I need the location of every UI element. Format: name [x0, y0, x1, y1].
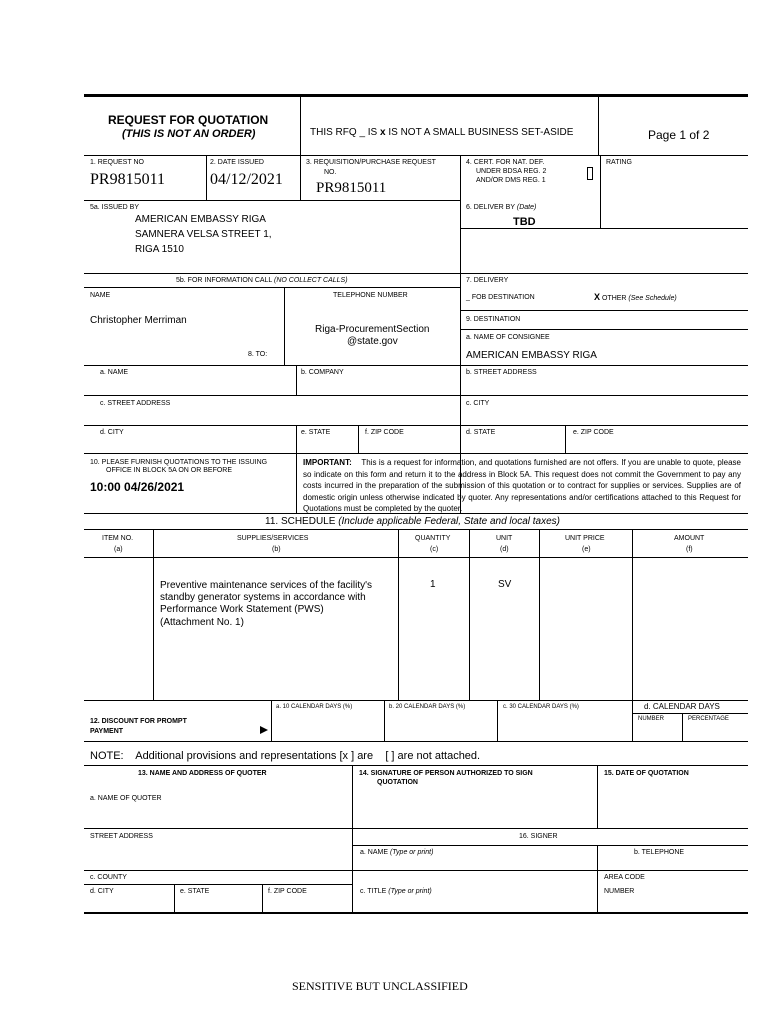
area-code-label: AREA CODE [604, 874, 645, 881]
dest-state-label: d. STATE [466, 429, 496, 436]
delivery-other-text: OTHER [601, 295, 627, 302]
dest-zip-label: e. ZIP CODE [573, 429, 614, 436]
rule [597, 845, 598, 912]
quotation-due-label-1: 10. PLEASE FURNISH QUOTATIONS TO THE ISSUING [90, 459, 268, 466]
rule [84, 453, 748, 454]
rule [296, 365, 297, 395]
form-title: REQUEST FOR QUOTATION [108, 113, 269, 127]
rule [460, 228, 748, 229]
rule [352, 765, 353, 912]
col-unit-sub: (d) [500, 546, 509, 553]
rule [296, 453, 297, 513]
rule [460, 310, 748, 311]
request-no-label: 1. REQUEST NO [90, 159, 144, 166]
telephone-label: TELEPHONE NUMBER [333, 292, 408, 299]
rule [84, 765, 748, 766]
signer-title-text: c. TITLE [360, 888, 387, 895]
quoter-name-label: a. NAME OF QUOTER [90, 795, 162, 802]
rule [358, 425, 359, 453]
col-quantity: QUANTITY [415, 535, 451, 542]
rfq-line-a: THIS RFQ _ IS [310, 127, 378, 138]
important-label: IMPORTANT: [303, 458, 352, 467]
rfq-line-b: IS NOT A SMALL BUSINESS SET-ASIDE [388, 127, 574, 138]
cert-label-3: AND/OR DMS REG. 1 [476, 177, 546, 184]
signer-telephone-label: b. TELEPHONE [634, 849, 685, 856]
to-city-label: d. CITY [100, 429, 124, 436]
contact-name: Christopher Merriman [90, 315, 187, 326]
rule [284, 288, 285, 365]
issued-by-line2: SAMNERA VELSA STREET 1, [135, 229, 272, 240]
deliver-by-label [466, 204, 536, 211]
consignee-name: AMERICAN EMBASSY RIGA [466, 350, 597, 361]
rule [398, 529, 399, 700]
rule [84, 700, 748, 701]
discount-d: d. CALENDAR DAYS [644, 702, 720, 711]
schedule-title [265, 517, 560, 527]
rule [84, 557, 748, 558]
rule [84, 425, 748, 426]
quoter-label: 13. NAME AND ADDRESS OF QUOTER [138, 770, 267, 777]
info-call-label-text: 5b. FOR INFORMATION CALL [176, 277, 273, 284]
rule [84, 365, 748, 366]
deliver-by-label-italic: (Date) [516, 204, 537, 211]
item-attachment: (Attachment No. 1) [160, 617, 244, 628]
to-company-label: b. COMPANY [301, 369, 344, 376]
contact-name-label: NAME [90, 292, 111, 299]
rule [84, 741, 748, 742]
to-street-label: c. STREET ADDRESS [100, 400, 171, 407]
discount-c: c. 30 CALENDAR DAYS (%) [503, 704, 579, 710]
deliver-by-label-text: 6. DELIVER BY [466, 204, 515, 211]
fob-destination: _ FOB DESTINATION [466, 294, 535, 301]
rating-label: RATING [606, 159, 632, 166]
quoter-street-label: STREET ADDRESS [90, 833, 153, 840]
signer-name-text: a. NAME [360, 849, 389, 856]
to-label: 8. TO: [248, 351, 268, 358]
requisition-label: 3. REQUISITION/PURCHASE REQUEST [306, 159, 436, 166]
dest-city-label: c. CITY [466, 400, 490, 407]
request-no: PR9815011 [90, 171, 165, 188]
cert-label-2: UNDER BDSA REG. 2 [476, 168, 547, 175]
page-number: Page 1 of 2 [648, 128, 710, 142]
date-issued-label: 2. DATE ISSUED [210, 159, 264, 166]
consignee-label: a. NAME OF CONSIGNEE [466, 334, 550, 341]
signer-title-label [360, 888, 432, 895]
rule [497, 700, 498, 741]
rule [469, 529, 470, 700]
note-provisions: NOTE: Additional provisions and representations [x ] are [ ] are not attached. [90, 750, 481, 762]
quoter-city-label: d. CITY [90, 888, 114, 895]
item-unit: SV [498, 579, 512, 590]
rule [206, 155, 207, 200]
col-amount-sub: (f) [686, 546, 693, 553]
col-quantity-sub: (c) [430, 546, 439, 553]
quoter-state-label: e. STATE [180, 888, 210, 895]
destination-label: 9. DESTINATION [466, 316, 521, 323]
rule [300, 96, 301, 155]
rfq-line-x: x [380, 127, 386, 138]
form-subtitle: (THIS IS NOT AN ORDER) [122, 128, 256, 140]
rule [84, 273, 748, 274]
signer-name-italic: (Type or print) [389, 849, 434, 856]
delivery-other [594, 293, 677, 302]
important-text: This is a request for information, and quotations furnished are not offers. If you are unable to quote, please so indicate on this form and return it to the address in Block 5A. This request does not commit the Government to pay any costs incurred in the preparation of the submission of this quotation or to contract for supplies or services. Supplies are of domestic origin unless otherwise indicated by quoter. Any representations and/or certifications attached to this Request for Quotations must be completed by the quoter. [303, 458, 742, 513]
discount-a: a. 10 CALENDAR DAYS (%) [276, 704, 353, 710]
item-quantity: 1 [430, 579, 436, 590]
contact-email-2: @state.gov [347, 336, 398, 347]
quoter-county-label: c. COUNTY [90, 874, 127, 881]
delivery-label: 7. DELIVERY [466, 277, 509, 284]
rule [682, 713, 683, 741]
col-unit: UNIT [496, 535, 513, 542]
rule [84, 529, 748, 530]
rule [300, 155, 301, 200]
to-zip-label: f. ZIP CODE [365, 429, 404, 436]
quotation-due-label-2: OFFICE IN BLOCK 5A ON OR BEFORE [106, 467, 233, 474]
rule [271, 700, 272, 741]
dest-street-label: b. STREET ADDRESS [466, 369, 537, 376]
rule [262, 884, 263, 912]
issued-by-line3: RIGA 1510 [135, 244, 184, 255]
rule [598, 96, 599, 155]
rule [539, 529, 540, 700]
discount-label-2: PAYMENT [90, 728, 124, 735]
rule [84, 884, 352, 885]
rule [84, 828, 748, 829]
top-border [84, 94, 748, 97]
rule [84, 287, 460, 288]
requisition-no: PR9815011 [316, 180, 387, 196]
info-call-label [176, 277, 348, 284]
schedule-title-text: 11. SCHEDULE [265, 516, 336, 527]
issued-by-label: 5a. ISSUED BY [90, 204, 140, 211]
rule [84, 870, 748, 871]
classification-footer: SENSITIVE BUT UNCLASSIFIED [292, 979, 468, 993]
phone-number-label: NUMBER [604, 888, 635, 895]
to-state-label: e. STATE [301, 429, 331, 436]
deliver-by-value: TBD [513, 216, 536, 228]
to-name-label: a. NAME [100, 369, 129, 376]
rule [632, 529, 633, 741]
rule [600, 155, 601, 228]
quoter-zip-label: f. ZIP CODE [268, 888, 307, 895]
rule [153, 529, 154, 700]
col-supplies: SUPPLIES/SERVICES [237, 535, 309, 542]
rule [84, 395, 748, 396]
requisition-label-2: NO. [324, 169, 337, 176]
rule [352, 845, 748, 846]
bottom-border [84, 912, 748, 914]
col-amount: AMOUNT [674, 535, 705, 542]
quotation-date-label: 15. DATE OF QUOTATION [604, 770, 689, 777]
col-item-no: ITEM NO. [102, 535, 134, 542]
item-description: Preventive maintenance services of the facility's standby generator systems in accordance with Performance Work Statement (PWS) [160, 580, 373, 615]
signer-label: 16. SIGNER [519, 833, 558, 840]
rule [384, 700, 385, 741]
rule [84, 200, 460, 201]
discount-b: b. 20 CALENDAR DAYS (%) [389, 704, 466, 710]
important-notice [303, 457, 741, 515]
schedule-title-italic: (Include applicable Federal, State and local taxes) [338, 516, 560, 527]
rule [632, 713, 748, 714]
cert-label-1: 4. CERT. FOR NAT. DEF. [466, 159, 545, 166]
discount-label-1: 12. DISCOUNT FOR PROMPT [90, 718, 187, 725]
rule [296, 425, 297, 453]
rfq-setaside-line [310, 128, 573, 138]
rule [597, 765, 598, 828]
arrow-right-icon [260, 726, 268, 734]
col-unit-price: UNIT PRICE [565, 535, 605, 542]
rule [565, 425, 566, 453]
cert-checkbox[interactable] [587, 167, 593, 180]
discount-number: NUMBER [638, 716, 665, 722]
col-unit-price-sub: (e) [582, 546, 591, 553]
signature-label-2: QUOTATION [377, 779, 418, 786]
signer-title-italic: (Type or print) [388, 888, 432, 895]
date-issued: 04/12/2021 [210, 171, 283, 188]
signature-label-1: 14. SIGNATURE OF PERSON AUTHORIZED TO SIGN [359, 770, 533, 777]
col-supplies-sub: (b) [272, 546, 281, 553]
delivery-other-italic: (See Schedule) [628, 295, 677, 302]
col-item-no-sub: (a) [114, 546, 123, 553]
signer-name-label [360, 849, 433, 856]
quotation-due-date: 10:00 04/26/2021 [90, 480, 185, 494]
rule [84, 155, 748, 156]
rule [174, 884, 175, 912]
delivery-other-x: X [594, 292, 601, 302]
rule [460, 329, 748, 330]
contact-email-1: Riga-ProcurementSection [315, 324, 430, 335]
info-call-label-italic: (NO COLLECT CALLS) [274, 277, 348, 284]
discount-percentage: PERCENTAGE [688, 716, 729, 722]
issued-by-line1: AMERICAN EMBASSY RIGA [135, 214, 266, 225]
